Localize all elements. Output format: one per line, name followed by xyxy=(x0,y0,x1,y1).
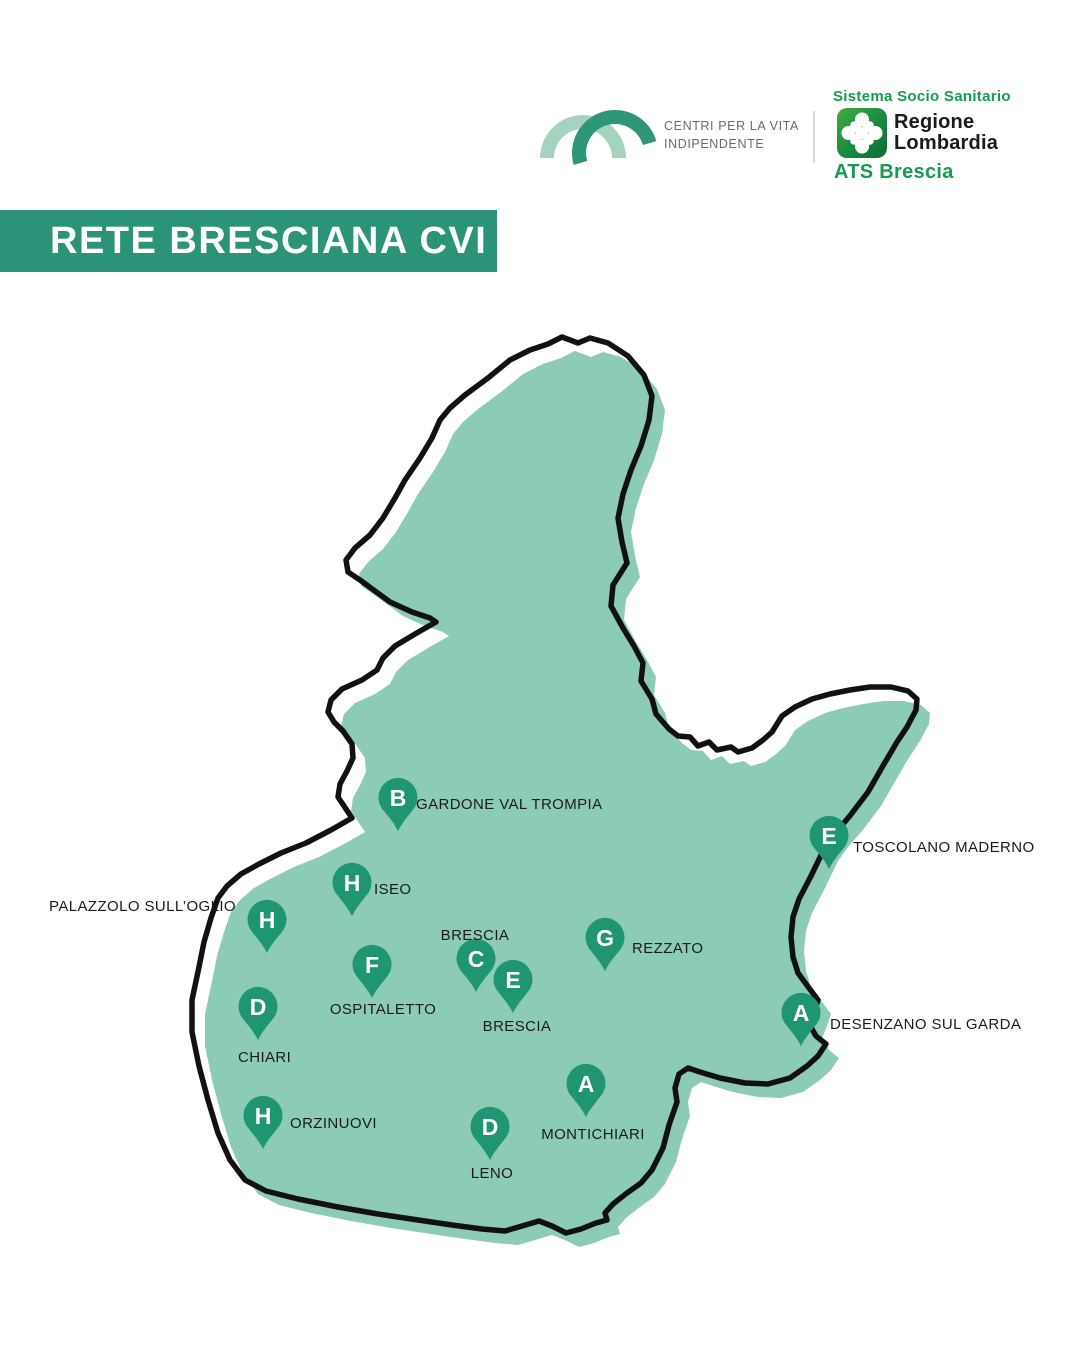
pin-letter: H xyxy=(254,1103,272,1129)
map-label-leno: LENO xyxy=(470,1165,514,1182)
page-title: RETE BRESCIANA CVI xyxy=(50,219,488,262)
pin-letter: A xyxy=(577,1071,595,1097)
map-label-brescia-c: BRESCIA xyxy=(440,927,510,944)
pin-letter: E xyxy=(505,967,521,993)
map-label-montichiari: MONTICHIARI xyxy=(541,1126,645,1143)
map-label-toscolano-maderno: TOSCOLANO MADERNO xyxy=(853,839,1035,856)
map-label-palazzolo: PALAZZOLO SULL’OGLIO xyxy=(49,898,236,915)
pin-letter: D xyxy=(249,994,267,1020)
ats-brescia-label: ATS Brescia xyxy=(834,161,954,183)
map-label-rezzato: REZZATO xyxy=(632,940,704,957)
regione-line2: Lombardia xyxy=(894,132,999,154)
map-label-orzinuovi: ORZINUOVI xyxy=(290,1115,377,1132)
map-label-ospitaletto: OSPITALETTO xyxy=(329,1001,437,1018)
sistema-socio-sanitario-label: Sistema Socio Sanitario xyxy=(833,88,1011,105)
pin-letter: F xyxy=(364,952,380,978)
map-label-brescia-e: BRESCIA xyxy=(482,1018,552,1035)
pin-letter: G xyxy=(596,925,614,951)
pin-letter: H xyxy=(343,870,361,896)
pin-letter: A xyxy=(792,1000,810,1026)
map-label-iseo: ISEO xyxy=(374,881,412,898)
pin-letter: E xyxy=(821,823,837,849)
map-label-chiari: CHIARI xyxy=(238,1049,292,1066)
pin-letter: D xyxy=(481,1114,499,1140)
pin-letter: B xyxy=(389,785,407,811)
cvi-logo-line2: INDIPENDENTE xyxy=(664,137,765,151)
map-label-desenzano: DESENZANO SUL GARDA xyxy=(830,1016,1022,1033)
regione-line1: Regione xyxy=(894,111,975,133)
pin-letter: H xyxy=(258,907,276,933)
cvi-logo-line1: CENTRI PER LA VITA xyxy=(664,119,799,133)
map-label-gardone-val-trompia: GARDONE VAL TROMPIA xyxy=(416,796,603,813)
pin-letter: C xyxy=(467,946,485,972)
